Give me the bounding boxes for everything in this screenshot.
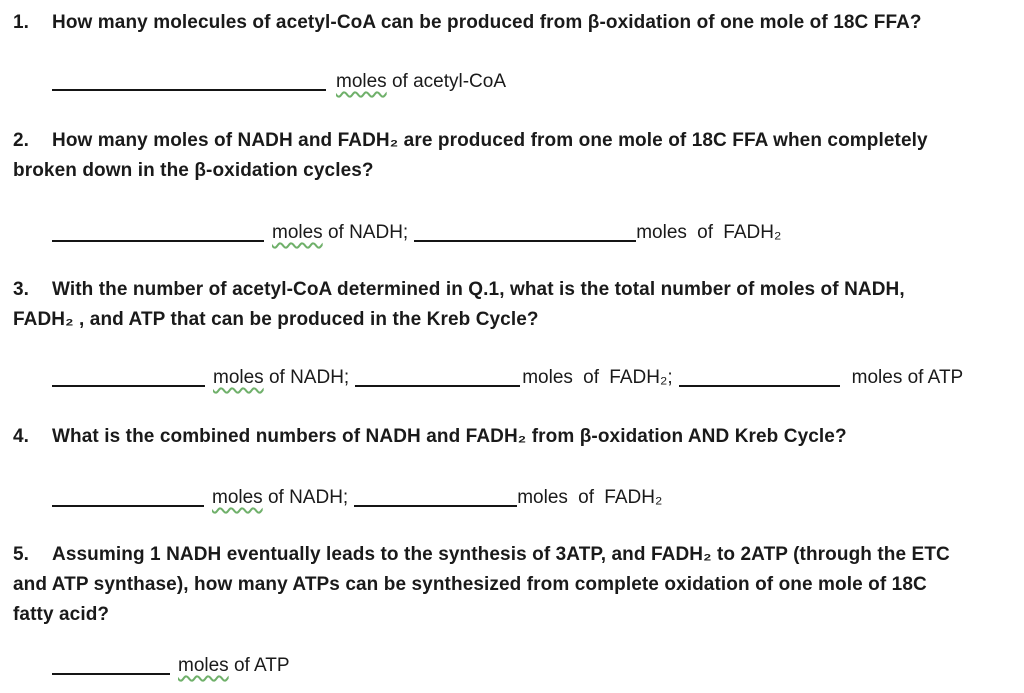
answer-4-label-1 <box>212 487 348 508</box>
question-3 <box>13 275 1015 335</box>
answer-3-label-3: moles of ATP <box>851 367 964 388</box>
question-2-line-1: How many moles of NADH and FADH₂ are produced from one mole of 18C FFA when completely <box>52 130 928 151</box>
answer-1-label-1-word: moles <box>336 71 387 92</box>
question-5-line-1: Assuming 1 NADH eventually leads to the synthesis of 3ATP, and FADH₂ to 2ATP (through the ETC <box>52 544 950 565</box>
question-5-number: 5. <box>13 544 30 565</box>
answer-5-label-1-rest: of ATP <box>228 655 290 676</box>
question-3-line-1: With the number of acetyl-CoA determined in Q.1, what is the total number of moles of NADH, <box>52 279 905 300</box>
answer-1-blank-1 <box>52 73 326 91</box>
question-2-number: 2. <box>13 130 30 151</box>
answer-3-label-1 <box>213 367 349 388</box>
question-2-line-2: broken down in the β-oxidation cycles? <box>13 160 374 181</box>
answer-4-label-1-word: moles <box>212 487 263 508</box>
answer-3-blank-1 <box>52 369 205 387</box>
answer-5-label-1 <box>178 655 290 676</box>
answer-2-label-2: moles of FADH₂ <box>636 222 782 243</box>
question-5-line-3: fatty acid? <box>13 604 110 625</box>
answer-2-blank-2 <box>414 224 636 242</box>
question-5 <box>13 540 1015 630</box>
question-1-number: 1. <box>13 12 30 33</box>
question-1-line-1: How many molecules of acetyl-CoA can be produced from β-oxidation of one mole of 18C FFA? <box>52 12 922 33</box>
answer-4-blank-2 <box>354 489 517 507</box>
answer-2-label-1-rest: of NADH; <box>322 222 409 243</box>
answer-5-label-1-word: moles <box>178 655 229 676</box>
answer-4-label-1-rest: of NADH; <box>262 487 349 508</box>
question-4-line-1: What is the combined numbers of NADH and FADH₂ from β-oxidation AND Kreb Cycle? <box>52 426 847 447</box>
answer-4-label-2: moles of FADH₂ <box>517 487 663 508</box>
answer-3-label-1-rest: of NADH; <box>263 367 350 388</box>
answer-row-1 <box>52 70 1017 94</box>
question-3-line-2: FADH₂ , and ATP that can be produced in the Kreb Cycle? <box>13 309 539 330</box>
answer-row-2 <box>52 221 1017 245</box>
answer-row-3 <box>52 366 1017 390</box>
question-5-line-2: and ATP synthase), how many ATPs can be synthesized from complete oxidation of one mole of 18C <box>13 574 927 595</box>
answer-row-4 <box>52 486 1017 510</box>
question-4-number: 4. <box>13 426 30 447</box>
answer-2-blank-1 <box>52 224 264 242</box>
answer-3-blank-3 <box>679 369 840 387</box>
answer-4-blank-1 <box>52 489 204 507</box>
question-2 <box>13 126 1015 186</box>
question-3-number: 3. <box>13 279 30 300</box>
answer-2-label-1-word: moles <box>272 222 323 243</box>
answer-1-label-1 <box>336 71 506 92</box>
answer-5-blank-1 <box>52 657 170 675</box>
answer-3-label-1-word: moles <box>213 367 264 388</box>
answer-3-blank-2 <box>355 369 520 387</box>
answer-row-5 <box>52 654 1017 678</box>
answer-3-label-2: moles of FADH₂; <box>522 367 673 388</box>
question-4 <box>13 422 1015 452</box>
answer-1-label-1-rest: of acetyl-CoA <box>386 71 507 92</box>
answer-2-label-1 <box>272 222 408 243</box>
question-1 <box>13 8 1015 38</box>
